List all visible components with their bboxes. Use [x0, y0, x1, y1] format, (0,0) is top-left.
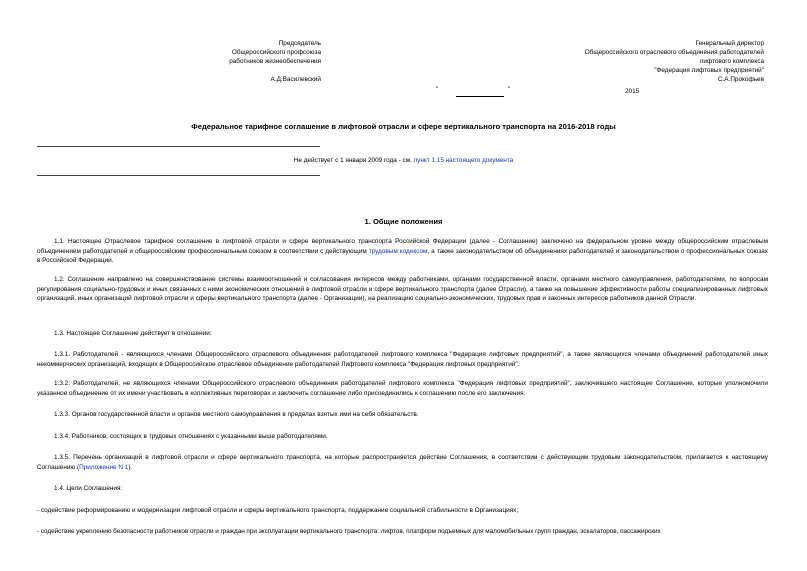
left-signer-position: Председатель: [278, 40, 321, 47]
paragraph-1-3-4: 1.3.4. Работников, состоящих в трудовых отношениях с указанными выше работодателями.: [54, 433, 328, 440]
document-title: Федеральное тарифное соглашение в лифтовой отрасли и сфере вертикального транспорта на 2016-2018 годы: [191, 122, 616, 131]
left-signer-name: А.Д.Василевский: [270, 76, 321, 83]
appendix-1-link[interactable]: Приложение N 1: [79, 463, 129, 471]
date-quote-close: ": [508, 86, 511, 93]
left-signer-org: Общероссийского профсоюза: [231, 49, 321, 56]
paragraph-1-3: 1.3. Настоящее Соглашение действует в отношении:: [54, 330, 212, 337]
section-title: 1. Общие положения: [364, 217, 443, 226]
right-signer-org-line3: "Федерация лифтовых предприятий": [654, 67, 764, 74]
paragraph-1-3-5-text-b: ).: [128, 463, 133, 471]
labor-code-link[interactable]: трудовым кодексом: [368, 247, 428, 255]
right-signer-org: Общероссийского отраслевого объединения работодателей: [584, 49, 764, 56]
date-quote-open: ": [436, 86, 439, 93]
paragraph-1-2: 1.2. Соглашение направлено на совершенствование системы взаимоотношений и согласования интересов между работниками, органами государственной власти, органами местного самоуправления, работодателями, по вопросам регулирования социально-трудовых и иных связанных с ними экономических отношений в лифтовой отрасли и сфере вертикального транспорта (далее Отрасли), а также на повышение эффективности работы специализированных лифтовых организаций, иных организаций лифтовой отрасли и сферы вертикального транспорта (далее - Организации), на реализацию социально-экономических, трудовых прав и законных интересов работников данной Отрасли.: [37, 276, 768, 303]
status-rule-bottom: [37, 175, 320, 176]
paragraph-1-4: 1.4. Цели Соглашения:: [54, 485, 123, 492]
goal-bullet-1: - содействие реформированию и модернизации лифтовой отрасли и сферы вертикального транспорта, поддержание социальной стабильности в Организациях;: [37, 507, 519, 514]
paragraph-1-1-text-b: , а также законодательством об объединениях работодателей и законодательством о профессиональных союзах в Российской Федерации.: [37, 247, 768, 265]
date-year: 2015: [625, 88, 640, 95]
status-note: [0, 157, 807, 165]
left-signer-org-line2: работников жизнеобеспечения: [229, 58, 321, 65]
status-prefix: Не действует с 1 января 2009 года - см.: [293, 157, 414, 164]
right-signer-name: С.А.Прокофьев: [717, 76, 764, 83]
right-signer-org-line2: лифтового комплекса: [699, 58, 764, 65]
paragraph-1-3-2: 1.3.2. Работодателей, не являющихся членами Общероссийского отраслевого объединения работодателей лифтового комплекса "Федерация лифтовых предприятий", заключившего настоящее Соглашение, которые уполномочили указанное объединение от их имени участвовать в коллективных переговорах и заключить соглашение либо присоединились к соглашению после его заключения.: [37, 380, 768, 397]
paragraph-1-3-5: [37, 453, 768, 472]
paragraph-1-1-text-a: 1.1. Настоящее Отраслевое тарифное соглашение в лифтовой отрасли и сфере вертикального транспорта Российской Федерации (далее - Соглашение) заключено на федеральном уровне между общероссийским отраслевым объединением работодателей и общероссийским профессиональным союзом в соответствии с действующим: [37, 238, 768, 255]
status-link[interactable]: пункт 1.15 настоящего документа: [413, 157, 514, 164]
paragraph-1-3-3: 1.3.3. Органов государственной власти и органов местного самоуправления в пределах взятых ими на себя обязательств.: [54, 411, 419, 418]
goal-bullet-2: - содействие укреплению безопасности работников отрасли и граждан при эксплуатации вертикального транспорта: лифтов, платформ подъемных для маломобильных групп граждан, эскалаторов, пассажирских: [37, 528, 661, 535]
paragraph-1-3-1: 1.3.1. Работодателей - являющихся членами Общероссийского отраслевого объединения работодателей лифтового комплекса "Федерация лифтовых предприятий", а также являющихся членами объединений работодателей иных некоммерческих организаций, входящих в Общероссийское отраслевое объединение работодателей Лифтового комплекса "Федерация лифтовых предприятий".: [37, 351, 768, 368]
paragraph-1-1: [37, 237, 768, 266]
paragraph-1-3-5-text-a: 1.3.5. Перечень организаций в лифтовой отрасли и сфере вертикального транспорта, на которые распространяется действие Соглашения, в соответствии с действующим трудовым законодательством, прилагается к настоящему Соглашению (: [37, 454, 768, 471]
right-signer-position: Генеральный директор: [695, 40, 764, 47]
status-rule-top: [37, 146, 320, 147]
date-blank-line: [456, 96, 504, 97]
